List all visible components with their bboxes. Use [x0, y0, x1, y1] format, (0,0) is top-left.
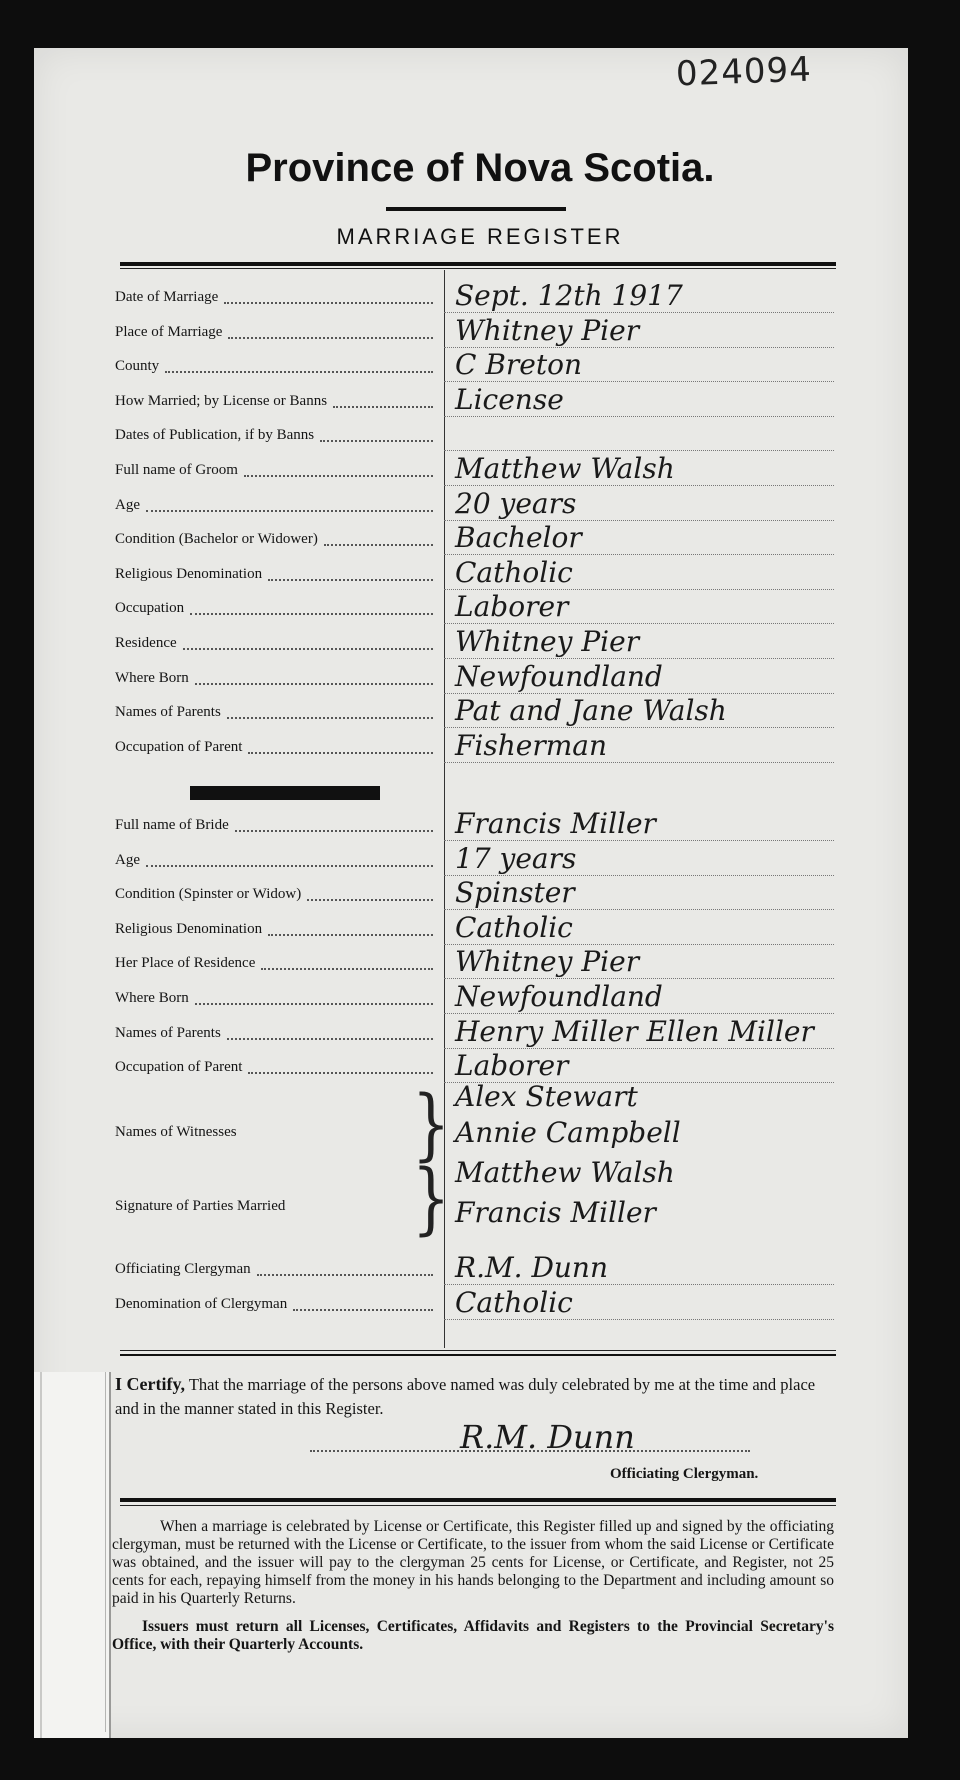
notice-block: [112, 1518, 834, 1654]
parties-label: Signature of Parties Married: [115, 1198, 286, 1214]
title-rule: [386, 207, 566, 211]
form-row: [115, 349, 835, 383]
field-label: Names of Parents: [115, 1024, 221, 1041]
form-row: [115, 1252, 835, 1286]
value-underline: [444, 416, 834, 417]
clergy-caption: Officiating Clergyman.: [610, 1466, 759, 1482]
field-label: Religious Denomination: [115, 920, 263, 937]
form-row: [115, 877, 835, 911]
page-title: Province of Nova Scotia.: [245, 146, 715, 190]
value-underline: [444, 762, 834, 763]
form-row: [115, 591, 835, 625]
form-row: [115, 418, 835, 452]
witnesses-label: Names of Witnesses: [115, 1124, 237, 1140]
witness-2: Annie Campbell: [455, 1116, 681, 1149]
form-row: [115, 280, 835, 314]
field-value: Laborer: [455, 590, 569, 624]
dot-leader: [248, 1072, 433, 1074]
field-label: Age: [115, 851, 140, 868]
dot-leader: [227, 717, 433, 719]
form-row: [115, 695, 835, 729]
field-value: Pat and Jane Walsh: [455, 694, 727, 728]
form-row: [115, 453, 835, 487]
field-value: R.M. Dunn: [455, 1251, 609, 1284]
form-row: [115, 981, 835, 1015]
field-value: Catholic: [455, 910, 573, 944]
certify-statement: [115, 1372, 835, 1421]
field-label: County: [115, 358, 160, 375]
field-value: Sept. 12th 1917: [455, 279, 683, 312]
field-value: Matthew Walsh: [455, 452, 675, 485]
dot-leader: [293, 1309, 433, 1311]
form-row: [115, 843, 835, 877]
notice-rule: [120, 1498, 836, 1502]
header-rule-thin: [120, 268, 836, 269]
field-value: C Breton: [455, 348, 582, 382]
field-label: Date of Marriage: [115, 289, 219, 305]
field-value: Whitney Pier: [455, 945, 640, 979]
form-row: [115, 488, 835, 522]
certify-rule-thick: [120, 1354, 836, 1356]
dot-leader: [195, 1003, 433, 1005]
form-row: [115, 384, 835, 418]
form-row: [115, 1016, 835, 1050]
field-value: 17 years: [455, 841, 577, 875]
field-value: Francis Miller: [455, 807, 656, 840]
form-row: [115, 557, 835, 591]
form-row: [115, 946, 835, 980]
dot-leader: [268, 579, 433, 581]
dot-leader: [146, 510, 433, 512]
field-value: Newfoundland: [455, 980, 663, 1013]
notice-paragraph-2: Issuers must return all Licenses, Certificates, Affidavits and Registers to the Provincial Secretary's Office, with their Quarterly Accounts.: [112, 1618, 834, 1653]
field-label: Officiating Clergyman: [115, 1261, 251, 1277]
dot-leader: [248, 752, 433, 754]
field-value: 20 years: [455, 486, 577, 520]
field-label: Occupation: [115, 600, 185, 617]
field-label: Occupation of Parent: [115, 738, 243, 755]
field-label: How Married; by License or Banns: [115, 392, 328, 409]
dot-leader: [228, 337, 433, 339]
field-label: Occupation of Parent: [115, 1059, 243, 1076]
field-value: Bachelor: [455, 521, 582, 555]
certify-rule-top: [120, 1350, 836, 1351]
field-value: Whitney Pier: [455, 313, 640, 347]
party-signature-2: Francis Miller: [455, 1196, 656, 1229]
dot-leader: [307, 899, 433, 901]
field-value: Spinster: [455, 876, 575, 910]
field-label: Her Place of Residence: [115, 955, 256, 972]
field-value: Whitney Pier: [455, 625, 640, 658]
field-label: Place of Marriage: [115, 323, 223, 340]
dot-leader: [261, 968, 433, 970]
dot-leader: [190, 613, 433, 615]
dot-leader: [195, 683, 433, 685]
field-label: Residence: [115, 635, 177, 651]
dot-leader: [257, 1274, 433, 1276]
dot-leader: [268, 934, 433, 936]
form-row: [115, 626, 835, 660]
field-label: Where Born: [115, 669, 189, 686]
form-row: [115, 661, 835, 695]
dot-leader: [324, 544, 433, 546]
dot-leader: [320, 440, 433, 442]
dot-leader: [244, 475, 433, 477]
field-value: Laborer: [455, 1049, 569, 1083]
field-label: Full name of Groom: [115, 462, 238, 478]
witness-1: Alex Stewart: [455, 1080, 638, 1113]
party-signature-1: Matthew Walsh: [455, 1156, 675, 1189]
page-subtitle: MARRIAGE REGISTER: [336, 224, 624, 249]
certify-text: That the marriage of the persons above named was duly celebrated by me at the time and place and in the manner stated in this Register.: [115, 1375, 816, 1418]
dot-leader: [146, 865, 433, 867]
dot-leader: [224, 302, 433, 304]
form-row: [115, 808, 835, 842]
form-row: [115, 315, 835, 349]
field-value: Catholic: [455, 555, 573, 589]
field-label: Condition (Spinster or Widow): [115, 886, 302, 903]
field-value: Fisherman: [455, 728, 608, 762]
form-row: [115, 1287, 835, 1321]
certify-lead: I Certify,: [115, 1374, 185, 1394]
notice-paragraph-1: When a marriage is celebrated by License or Certificate, this Register filled up and signed by the officiating clergyman, must be returned with the License or Certificate, to the issuer from whom the said License or Certificate was obtained, and the issuer will pay to the clergyman 25 cents for License, or Certificate, and Register, not 25 cents for each, repaying himself from the money in his hands belonging to the Department and including amount so paid in his Quarterly Returns.: [112, 1518, 834, 1607]
dot-leader: [165, 371, 433, 373]
paper-tab-fold: [40, 1372, 106, 1732]
field-label: Condition (Bachelor or Widower): [115, 531, 318, 548]
value-underline: [444, 1319, 834, 1320]
field-label: Age: [115, 496, 140, 513]
field-value: Henry Miller Ellen Miller: [455, 1014, 814, 1048]
field-label: Full name of Bride: [115, 817, 229, 833]
document-number: 024094: [675, 49, 813, 95]
field-value: Newfoundland: [455, 659, 663, 693]
header-rule: [120, 262, 836, 266]
field-label: Denomination of Clergyman: [115, 1295, 288, 1312]
field-label: Religious Denomination: [115, 565, 263, 582]
dot-leader: [227, 1038, 433, 1040]
form-row: [115, 912, 835, 946]
field-label: Names of Parents: [115, 704, 221, 721]
field-label: Where Born: [115, 990, 189, 1006]
form-row: [115, 730, 835, 764]
dot-leader: [183, 648, 433, 650]
field-label: Dates of Publication, if by Banns: [115, 427, 315, 444]
dot-leader: [333, 406, 433, 408]
clergy-signature: R.M. Dunn: [460, 1418, 635, 1456]
redaction-bar: [190, 786, 380, 800]
notice-rule-thin: [120, 1505, 836, 1506]
parties-brace: }: [412, 1153, 451, 1245]
witnesses-brace: }: [412, 1079, 451, 1171]
form-row: [115, 522, 835, 556]
field-value: License: [455, 382, 564, 416]
field-value: Catholic: [455, 1285, 573, 1319]
dot-leader: [235, 830, 433, 832]
